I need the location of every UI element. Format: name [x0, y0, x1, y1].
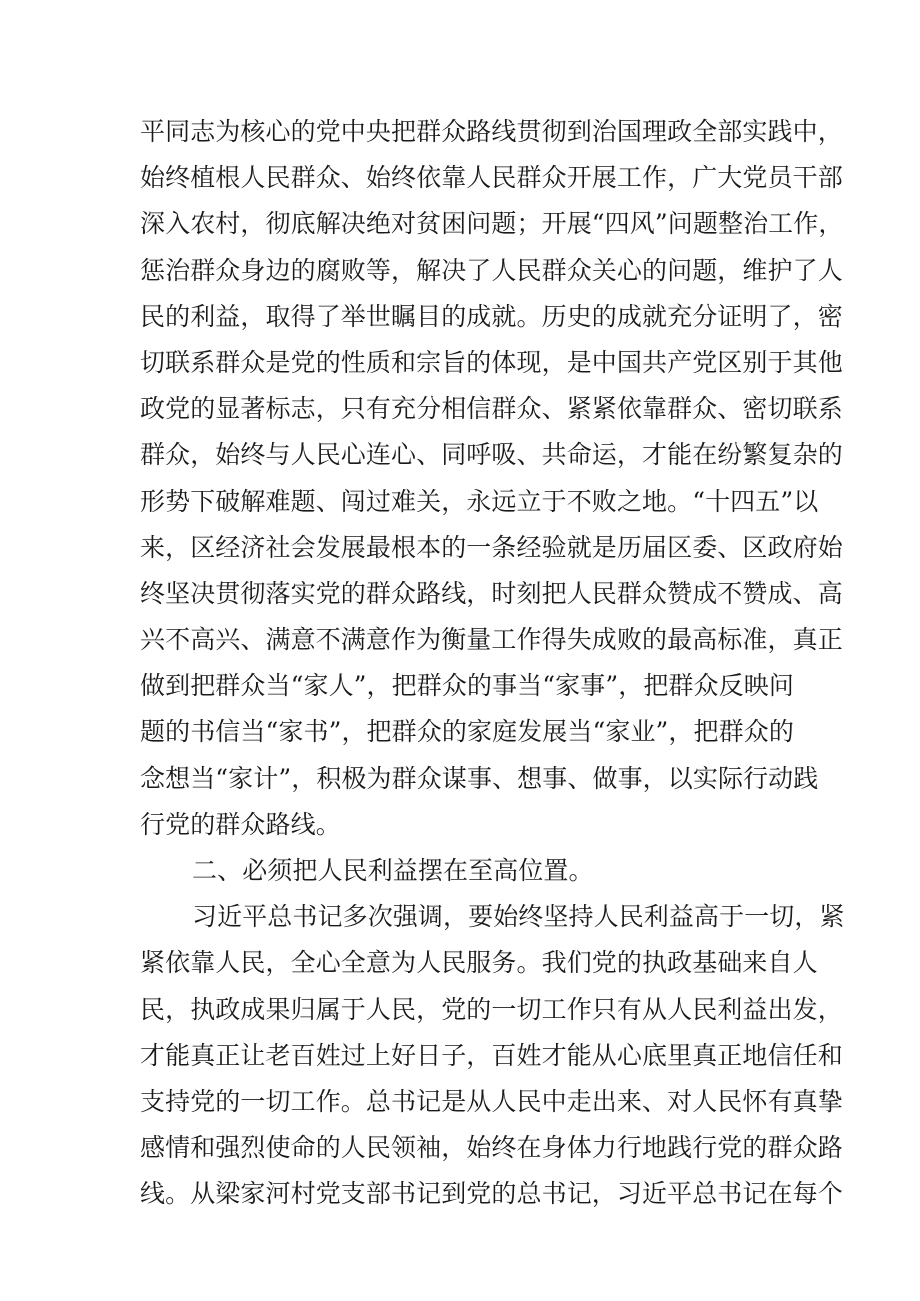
text-line: 始终植根人民群众、始终依靠人民群众开展工作，广大党员干部 — [140, 163, 843, 193]
text-line: 民，执政成果归属于人民，党的一切工作只有从人民利益出发， — [140, 994, 843, 1024]
text-line: 群众，始终与人民心连心、同呼吸、共命运，才能在纷繁复杂的 — [140, 440, 843, 470]
text-line: 切联系群众是党的性质和宗旨的体现，是中国共产党区别于其他 — [140, 347, 843, 377]
heading-line: 二、必须把人民利益摆在至高位置。 — [192, 856, 594, 885]
text-line: 惩治群众身边的腐败等，解决了人民群众关心的问题，维护了人 — [140, 255, 843, 285]
text-line: 行党的群众路线。 — [140, 809, 341, 839]
text-line: 做到把群众当“家人”，把群众的事当“家事”，把群众反映问 — [140, 671, 794, 701]
text-line: 念想当“家计”，积极为群众谋事、想事、做事，以实际行动践 — [140, 763, 819, 793]
text-line: 线。从梁家河村党支部书记到党的总书记，习近平总书记在每个 — [140, 1179, 843, 1209]
text-line: 兴不高兴、满意不满意作为衡量工作得失成败的最高标准，真正 — [140, 625, 843, 655]
text-line: 来，区经济社会发展最根本的一条经验就是历届区委、区政府始 — [140, 532, 843, 562]
text-line: 平同志为核心的党中央把群众路线贯彻到治国理政全部实践中， — [140, 117, 843, 146]
text-line: 支持党的一切工作。总书记是从人民中走出来、对人民怀有真挚 — [140, 1086, 843, 1116]
text-line: 政党的显著标志，只有充分相信群众、紧紧依靠群众、密切联系 — [140, 394, 843, 424]
paragraph-1 — [140, 109, 844, 848]
document-page — [140, 109, 845, 1218]
text-line: 紧依靠人民，全心全意为人民服务。我们党的执政基础来自人 — [140, 948, 818, 978]
text-line: 习近平总书记多次强调，要始终坚持人民利益高于一切，紧 — [192, 902, 845, 932]
text-line: 民的利益，取得了举世瞩目的成就。历史的成就充分证明了，密 — [140, 301, 843, 331]
paragraph-2 — [140, 894, 845, 1217]
text-line: 题的书信当“家书”，把群众的家庭发展当“家业”，把群众的 — [140, 717, 794, 747]
text-line: 终坚决贯彻落实党的群众路线，时刻把人民群众赞成不赞成、高 — [140, 578, 843, 608]
text-line: 才能真正让老百姓过上好日子，百姓才能从心底里真正地信任和 — [140, 1040, 843, 1070]
section-heading — [140, 848, 800, 894]
text-line: 深入农村，彻底解决绝对贫困问题；开展“四风”问题整治工作， — [140, 209, 844, 239]
text-line: 形势下破解难题、闯过难关，永远立于不败之地。“十四五”以 — [140, 486, 819, 516]
text-line: 感情和强烈使命的人民领袖，始终在身体力行地践行党的群众路 — [140, 1133, 843, 1163]
